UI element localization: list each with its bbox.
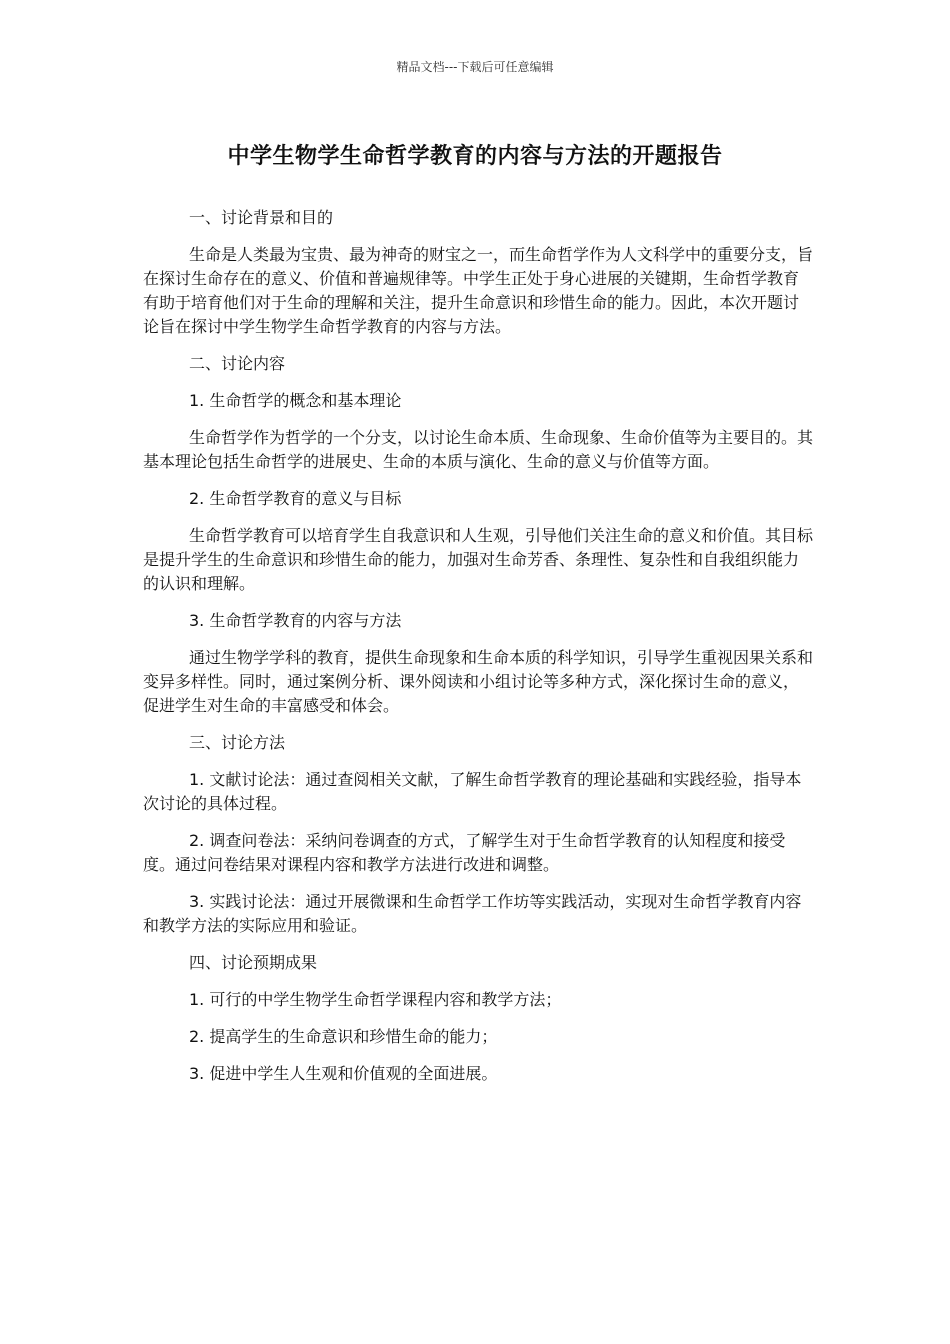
paragraph-significance: 生命哲学教育可以培育学生自我意识和人生观，引导他们关注生命的意义和价值。其目标是提升学生的生命意识和珍惜生命的能力，加强对生命芳香、条理性、复杂性和自我组织能力的认识和理解。 [143,526,814,593]
section-heading-background: 一、讨论背景和目的 [189,208,334,227]
subheading-significance: 2. 生命哲学教育的意义与目标 [189,489,402,508]
paragraph-background: 生命是人类最为宝贵、最为神奇的财宝之一，而生命哲学作为人文科学中的重要分支，旨在探讨生命存在的意义、价值和普遍规律等。中学生正处于身心进展的关键期，生命哲学教育有助于培育他们对于生命的理解和关注，提升生命意识和珍惜生命的能力。因此，本次开题讨论旨在探讨中学生物学生命哲学教育的内容与方法。 [143,245,814,336]
document-body [143,206,813,1099]
subheading-concept: 1. 生命哲学的概念和基本理论 [189,391,402,410]
section-heading-outcomes: 四、讨论预期成果 [189,953,318,972]
document-title: 中学生物学生命哲学教育的内容与方法的开题报告 [227,144,723,169]
paragraph-content-method: 通过生物学学科的教育，提供生命现象和生命本质的科学知识，引导学生重视因果关系和变异多样性。同时，通过案例分析、课外阅读和小组讨论等多种方式，深化探讨生命的意义，促进学生对生命的丰富感受和体会。 [143,648,814,715]
section-heading-method: 三、讨论方法 [189,733,286,752]
page-header: 精品文档---下载后可任意编辑 [396,60,554,74]
method-literature: 1. 文献讨论法：通过查阅相关文献，了解生命哲学教育的理论基础和实践经验，指导本次讨论的具体过程。 [143,770,802,813]
section-heading-content: 二、讨论内容 [189,354,286,373]
subheading-content-method: 3. 生命哲学教育的内容与方法 [189,611,402,630]
paragraph-concept: 生命哲学作为哲学的一个分支，以讨论生命本质、生命现象、生命价值等为主要目的。其基本理论包括生命哲学的进展史、生命的本质与演化、生命的意义与价值等方面。 [143,428,814,471]
method-survey: 2. 调查问卷法：采纳问卷调查的方式，了解学生对于生命哲学教育的认知程度和接受度。通过问卷结果对课程内容和教学方法进行改进和调整。 [143,831,786,874]
outcome-item: 1. 可行的中学生物学生命哲学课程内容和教学方法； [189,990,562,1009]
outcome-item: 3. 促进中学生人生观和价值观的全面进展。 [189,1064,498,1083]
method-practice: 3. 实践讨论法：通过开展微课和生命哲学工作坊等实践活动，实现对生命哲学教育内容和教学方法的实际应用和验证。 [143,892,802,935]
outcome-item: 2. 提高学生的生命意识和珍惜生命的能力； [189,1027,498,1046]
